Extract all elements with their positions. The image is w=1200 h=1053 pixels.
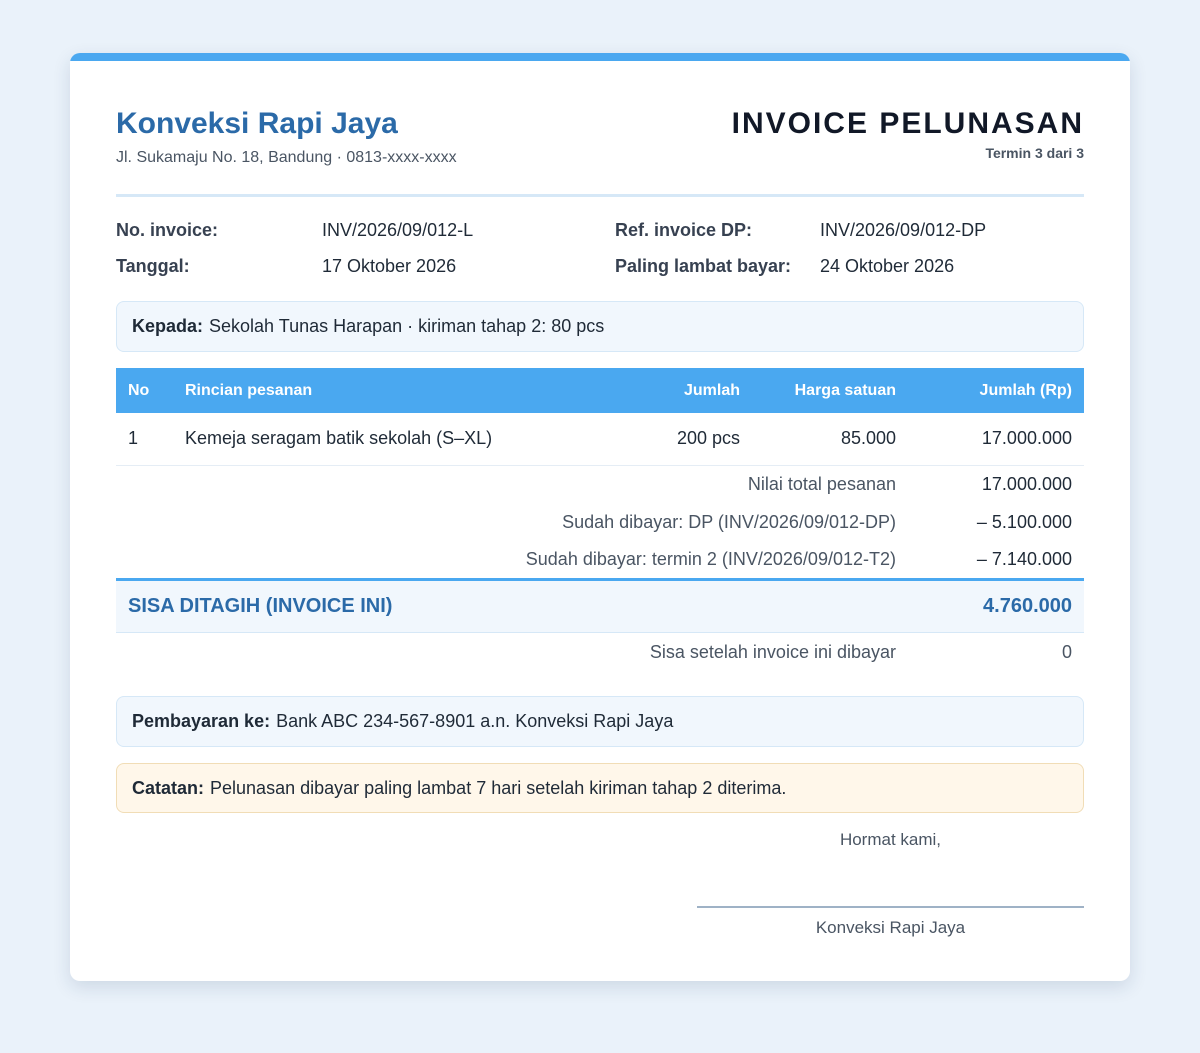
header-no: No [128, 381, 150, 399]
invoice-no-value: INV/2026/09/012-L [322, 220, 474, 240]
due-date-label: Paling lambat bayar: [615, 256, 792, 276]
note-label: Catatan: [132, 777, 205, 798]
ref-invoice-label: Ref. invoice DP: [615, 220, 753, 240]
summary-dp-label: Sudah dibayar: DP (INV/2026/09/012-DP) [562, 511, 896, 532]
table-row [116, 413, 1084, 465]
date-label: Tanggal: [116, 256, 190, 276]
table-header-row [116, 368, 1084, 413]
summary-t2-row [116, 541, 1084, 579]
summary-t2-value: – 7.140.000 [976, 548, 1072, 569]
recipient-label: Kepada: [132, 316, 204, 336]
document-title: INVOICE PELUNASAN [731, 107, 1084, 140]
items-table [116, 368, 1084, 672]
payment-label: Pembayaran ke: [132, 711, 271, 731]
ref-invoice-value: INV/2026/09/012-DP [820, 220, 987, 240]
balance-after-row [116, 632, 1084, 672]
signature-block [697, 830, 1084, 938]
note-box [116, 763, 1084, 813]
balance-after-label: Sisa setelah invoice ini dibayar [649, 641, 896, 662]
signature-name: Konveksi Rapi Jaya [815, 918, 966, 937]
invoice-card [70, 53, 1130, 981]
document-title-block [732, 105, 1084, 194]
invoice-no-label: No. invoice: [116, 220, 219, 240]
accent-bar [70, 53, 1130, 61]
summary-total-value: 17.000.000 [981, 473, 1072, 494]
invoice-header [116, 61, 1084, 197]
invoice-meta [116, 219, 1084, 277]
document-subtitle: Termin 3 dari 3 [985, 145, 1084, 161]
amount-due-value: 4.760.000 [983, 594, 1072, 617]
header-quantity: Jumlah [683, 381, 740, 399]
summary-total-row [116, 465, 1084, 503]
date-value: 17 Oktober 2026 [322, 256, 457, 276]
summary-dp-value: – 5.100.000 [976, 511, 1072, 532]
row-description: Kemeja seragam batik sekolah (S–XL) [185, 428, 493, 449]
payment-text: Bank ABC 234-567-8901 a.n. Konveksi Rapi Jaya [276, 711, 674, 731]
row-unit-price: 85.000 [840, 428, 896, 449]
company-block [116, 105, 457, 194]
due-date-value: 24 Oktober 2026 [820, 256, 955, 276]
summary-dp-row [116, 503, 1084, 541]
amount-due-label: SISA DITAGIH (INVOICE INI) [128, 594, 393, 617]
signature-line [697, 906, 1084, 908]
amount-due-row [116, 579, 1084, 632]
recipient-box [116, 301, 1084, 352]
signature-greeting: Hormat kami, [839, 830, 942, 849]
company-name: Konveksi Rapi Jaya [116, 107, 398, 140]
summary-total-label: Nilai total pesanan [747, 473, 896, 494]
payment-box [116, 696, 1084, 747]
header-description: Rincian pesanan [185, 381, 313, 399]
header-amount: Jumlah (Rp) [979, 381, 1072, 399]
row-no: 1 [128, 428, 139, 449]
recipient-text: Sekolah Tunas Harapan · kiriman tahap 2: 80 pcs [209, 316, 605, 336]
summary-t2-label: Sudah dibayar: termin 2 (INV/2026/09/012-T2) [525, 548, 896, 569]
row-quantity: 200 pcs [676, 428, 740, 449]
header-unit-price: Harga satuan [794, 381, 896, 399]
balance-after-value: 0 [1061, 641, 1072, 662]
company-address: Jl. Sukamaju No. 18, Bandung · 0813-xxxx-xxxx [116, 149, 457, 166]
row-amount: 17.000.000 [981, 428, 1072, 449]
note-text: Pelunasan dibayar paling lambat 7 hari setelah kiriman tahap 2 diterima. [210, 777, 787, 798]
